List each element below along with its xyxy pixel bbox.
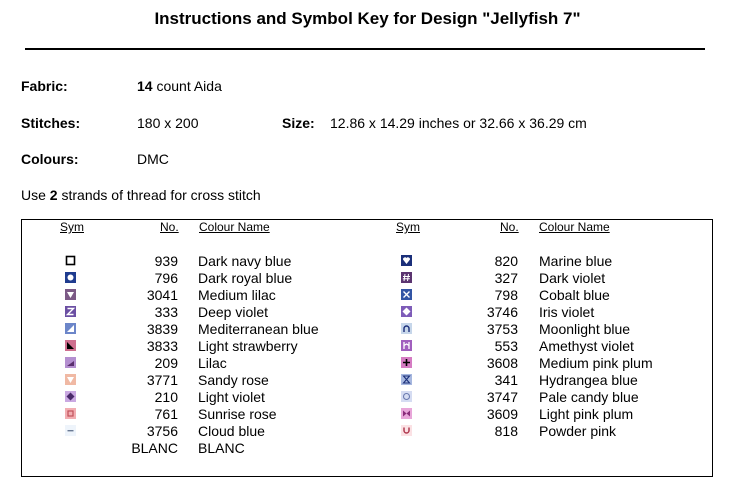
colour-name: Deep violet bbox=[198, 304, 269, 320]
plus-icon bbox=[401, 357, 412, 368]
colour-name: Powder pink bbox=[539, 423, 617, 439]
arch-icon bbox=[401, 323, 412, 334]
page-title: Instructions and Symbol Key for Design "Jellyfish 7" bbox=[154, 9, 581, 28]
colour-name: Light strawberry bbox=[198, 338, 298, 354]
dmc-number: BLANC bbox=[131, 440, 178, 456]
colour-name: Mediterranean blue bbox=[198, 321, 319, 337]
bowtie-icon bbox=[401, 408, 412, 419]
colour-name: Medium lilac bbox=[198, 287, 276, 303]
colour-name: Dark violet bbox=[539, 270, 606, 286]
colour-name: Dark navy blue bbox=[198, 253, 292, 269]
strands-pre: Use bbox=[21, 187, 50, 203]
dmc-number: 327 bbox=[494, 270, 518, 286]
colour-name: Dark royal blue bbox=[198, 270, 293, 286]
colour-name: Iris violet bbox=[539, 304, 595, 320]
colour-name: Pale candy blue bbox=[539, 389, 639, 405]
colour-name: Sandy rose bbox=[198, 372, 269, 388]
colour-name: Marine blue bbox=[539, 253, 613, 269]
title-divider bbox=[25, 48, 705, 50]
size-value: 12.86 x 14.29 inches or 32.66 x 36.29 cm bbox=[330, 115, 587, 131]
header-name-left: Colour Name bbox=[199, 220, 270, 234]
key-row bbox=[0, 406, 735, 423]
dmc-number: 3771 bbox=[146, 372, 178, 388]
dmc-number: 3756 bbox=[146, 423, 178, 439]
dmc-number: 3609 bbox=[486, 406, 518, 422]
colour-name: Medium pink plum bbox=[539, 355, 653, 371]
blank-icon bbox=[65, 442, 76, 453]
key-row bbox=[0, 321, 735, 338]
colour-name: Sunrise rose bbox=[198, 406, 277, 422]
dmc-number: 818 bbox=[494, 423, 518, 439]
stitches-value: 180 x 200 bbox=[137, 115, 199, 131]
fabric-label: Fabric: bbox=[21, 78, 68, 94]
strands-post: strands of thread for cross stitch bbox=[57, 187, 261, 203]
cup-icon bbox=[401, 425, 412, 436]
dmc-number: 333 bbox=[154, 304, 178, 320]
dmc-number: 939 bbox=[154, 253, 178, 269]
dmc-number: 798 bbox=[494, 287, 518, 303]
key-row bbox=[0, 253, 735, 270]
x-icon bbox=[401, 289, 412, 300]
strands-instruction bbox=[21, 187, 261, 203]
fabric-type: count Aida bbox=[152, 78, 222, 94]
colour-name: Lilac bbox=[198, 355, 227, 371]
heart-icon bbox=[401, 255, 412, 266]
key-row bbox=[0, 440, 735, 457]
colour-name: Light violet bbox=[198, 389, 265, 405]
fabric-value bbox=[137, 78, 222, 94]
dmc-number: 553 bbox=[494, 338, 518, 354]
colour-name: Light pink plum bbox=[539, 406, 634, 422]
header-no-left: No. bbox=[160, 220, 179, 234]
stitches-label: Stitches: bbox=[21, 115, 81, 131]
strands-count: 2 bbox=[49, 187, 58, 203]
dmc-number: 3833 bbox=[146, 338, 178, 354]
key-row bbox=[0, 338, 735, 355]
colour-name: Moonlight blue bbox=[539, 321, 631, 337]
dmc-number: 3041 bbox=[146, 287, 178, 303]
hourglass-icon bbox=[401, 374, 412, 385]
dmc-number: 796 bbox=[154, 270, 178, 286]
header-no-right: No. bbox=[500, 220, 519, 234]
dmc-number: 3839 bbox=[146, 321, 178, 337]
colour-name: Cloud blue bbox=[198, 423, 265, 439]
dmc-number: 210 bbox=[154, 389, 178, 405]
colours-label: Colours: bbox=[21, 151, 79, 167]
dmc-number: 761 bbox=[154, 406, 178, 422]
dmc-number: 341 bbox=[494, 372, 518, 388]
key-row bbox=[0, 355, 735, 372]
diamond-icon bbox=[401, 306, 412, 317]
key-row bbox=[0, 304, 735, 321]
hash-icon bbox=[401, 272, 412, 283]
ring-icon bbox=[401, 391, 412, 402]
header-name-right: Colour Name bbox=[539, 220, 610, 234]
colour-name: Hydrangea blue bbox=[539, 372, 638, 388]
fabric-count: 14 bbox=[137, 78, 153, 94]
key-row bbox=[0, 287, 735, 304]
dmc-number: 3746 bbox=[486, 304, 518, 320]
key-row bbox=[0, 389, 735, 406]
dmc-number: 209 bbox=[154, 355, 178, 371]
colour-name: Amethyst violet bbox=[539, 338, 634, 354]
header-sym-left: Sym bbox=[60, 220, 84, 234]
colours-value: DMC bbox=[137, 151, 169, 167]
dmc-number: 3753 bbox=[486, 321, 518, 337]
dmc-number: 3747 bbox=[486, 389, 518, 405]
header-sym-right: Sym bbox=[396, 220, 420, 234]
key-row bbox=[0, 372, 735, 389]
colour-name: Cobalt blue bbox=[539, 287, 610, 303]
key-row bbox=[0, 270, 735, 287]
colour-name: BLANC bbox=[198, 440, 245, 456]
size-label: Size: bbox=[282, 115, 315, 131]
h-letter-icon bbox=[401, 340, 412, 351]
dmc-number: 3608 bbox=[486, 355, 518, 371]
key-row bbox=[0, 423, 735, 440]
dmc-number: 820 bbox=[494, 253, 518, 269]
